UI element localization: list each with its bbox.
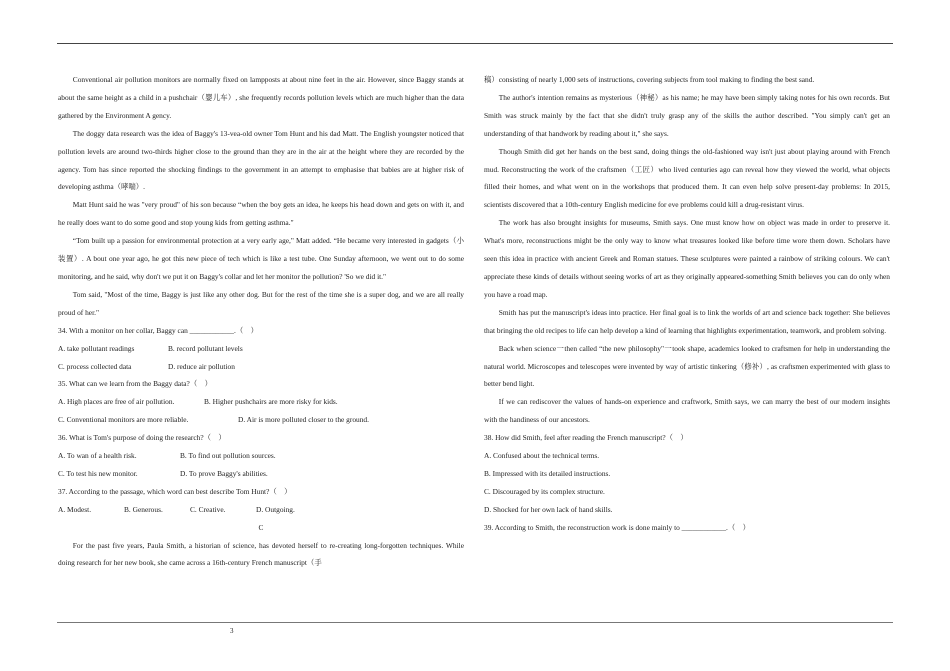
question-36: 36. What is Tom's purpose of doing the research?（ ） xyxy=(58,433,226,443)
header-rule xyxy=(57,43,893,44)
left-column xyxy=(58,71,464,572)
question-34: 34. With a monitor on her collar, Baggy can ____________.（ ） xyxy=(58,325,259,335)
passage-paragraph: For the past five years, Paula Smith, a historian of science, has devoted herself to re-creating long-forgotten techniques. While doing research for her new book, she came across a 16th-century French manuscript（手 xyxy=(58,540,464,568)
option-d: D. To prove Baggy's abilities. xyxy=(180,468,268,478)
question-35: 35. What can we learn from the Baggy data?（ ） xyxy=(58,379,212,389)
passage-paragraph: The author's intention remains as mysterious（神秘）as his name; he may have been simply taking notes for his own records. But Smith was struck mainly by the fact that she didn't truly grasp any of the skills the author described. "You simply can't get an understanding of that handwork by reading about it," she says. xyxy=(484,92,890,138)
option-c: C. Discouraged by its complex structure. xyxy=(484,486,605,496)
passage-paragraph: The work has also brought insights for museums, Smith says. One must know how on object was made in order to preserve it. What's more, reconstructions might be the only way to know what treasures looked like before time wore them down. Scholars have seen this idea in practice with ancient Greek and Roman statues. These sculptures were painted a rainbow of striking colours. We can't appreciate these kinds of details without seeing works of art as they originally appeared-something Smith believes you can do only when you have a road map. xyxy=(484,218,890,299)
question-34-options xyxy=(58,358,464,376)
footer-rule xyxy=(57,622,893,623)
option-b: B. Higher pushchairs are more risky for kids. xyxy=(204,397,338,407)
option-b: B. record pollutant levels xyxy=(168,343,243,353)
option-a: A. take pollutant readings xyxy=(58,343,135,353)
option-b: B. Generous. xyxy=(124,504,163,514)
option-a: A. To wan of a health risk. xyxy=(58,451,137,461)
right-column xyxy=(484,71,890,537)
page-number: 3 xyxy=(230,627,234,635)
passage-paragraph: If we can rediscover the values of hands-on experience and craftwork, Smith says, we can marry the best of our modern insights with the handiness of our ancestors. xyxy=(484,397,890,425)
option-a: A. High places are free of air pollution. xyxy=(58,397,175,407)
option-d: D. Shocked for her own lack of hand skills. xyxy=(484,504,613,514)
passage-paragraph: Matt Hunt said he was "very proud" of his son because “when the boy gets an idea, he keeps his head down and gets on with it, and he really does want to do some good and stop young kids from getting asthma." xyxy=(58,200,464,228)
question-37: 37. According to the passage, which word can best describe Tom Hunt?（ ） xyxy=(58,486,292,496)
question-35-options xyxy=(58,411,464,429)
option-c: C. Conventional monitors are more reliable. xyxy=(58,415,189,425)
question-38: 38. How did Smith, feel after reading the French manuscript?（ ） xyxy=(484,433,688,443)
option-b: B. To find out pollution sources. xyxy=(180,451,276,461)
option-d: D. reduce air pollution xyxy=(168,361,235,371)
passage-paragraph: Conventional air pollution monitors are normally fixed on lampposts at about nine feet in the air. However, since Baggy stands at about the same height as a child in a pushchair（婴儿车）, she frequently records pollution levels which are much higher than the data gathered by the Environment A gency. xyxy=(58,75,464,120)
question-36-options xyxy=(58,465,464,483)
option-c: C. To test his new monitor. xyxy=(58,468,138,478)
option-d: D. Air is more polluted closer to the ground. xyxy=(238,415,369,425)
option-b: B. Impressed with its detailed instructions. xyxy=(484,468,611,478)
passage-paragraph: Tom said, "Most of the time, Baggy is just like any other dog. But for the rest of the time she is a super dog, and we are all really proud of her." xyxy=(58,289,464,317)
passage-paragraph: Though Smith did get her hands on the best sand, doing things the old-fashioned way isn't just about playing around with French mud. Reconstructing the work of the craftsmen（工匠）who lived centuries ago can reveal how they viewed the world, what objects filled their homes, and what went on in the workshops that produced them. It can even help solve present-day problems: In 2015, scientists discovered that a 10th-century English medicine for eve problems could kill a drug-resistant virus. xyxy=(484,146,890,210)
option-a: A. Modest. xyxy=(58,504,92,514)
option-c: C. process collected data xyxy=(58,361,132,371)
question-39: 39. According to Smith, the reconstruction work is done mainly to ____________.（ ） xyxy=(484,522,751,532)
section-heading: C xyxy=(258,522,264,532)
passage-paragraph: “Tom built up a passion for environmental protection at a very early age," Matt added. “He became very interested in gadgets（小装置）. A bout one year ago, he got this new piece of tech which is like a test tube. One Sunday afternoon, we went out to do some monitoring, and he said, why don't we put it on Baggy's collar and let her monitor the pollution? 'So we did it." xyxy=(58,236,464,281)
option-c: C. Creative. xyxy=(190,504,226,514)
passage-paragraph: 稿）consisting of nearly 1,000 sets of instructions, covering subjects from tool making to finding the best sand. xyxy=(484,75,815,84)
question-35-options xyxy=(58,393,464,411)
passage-paragraph: Smith has put the manuscript's ideas into practice. Her final goal is to link the worlds of art and science back together: She believes that bringing the old recipes to life can help develop a kind of learning that highlights experimentation, teamwork, and problem solving. xyxy=(484,307,890,335)
question-37-options xyxy=(58,501,464,519)
question-36-options xyxy=(58,447,464,465)
passage-paragraph: The doggy data research was the idea of Baggy's 13-vea-old owner Tom Hunt and his dad Matt. The English youngster noticed that pollution levels are around two-thirds higher close to the ground than they are in the air at the height where they are recorded by the agency. Tom has since reported the shocking findings to the government in an attempt to emphasise that babies are at higher risk of developing asthma（哮喘）. xyxy=(58,128,464,192)
passage-paragraph: Back when science一then called “the new philosophy"一took shape, academics looked to craftsmen for help in understanding the natural world. Microscopes and telescopes were invented by way of artistic tinkering（修补）, as craftsmen experimented with glass to better bend light. xyxy=(484,343,890,389)
option-d: D. Outgoing. xyxy=(256,504,295,514)
question-34-options xyxy=(58,340,464,358)
option-a: A. Confused about the technical terms. xyxy=(484,451,600,461)
